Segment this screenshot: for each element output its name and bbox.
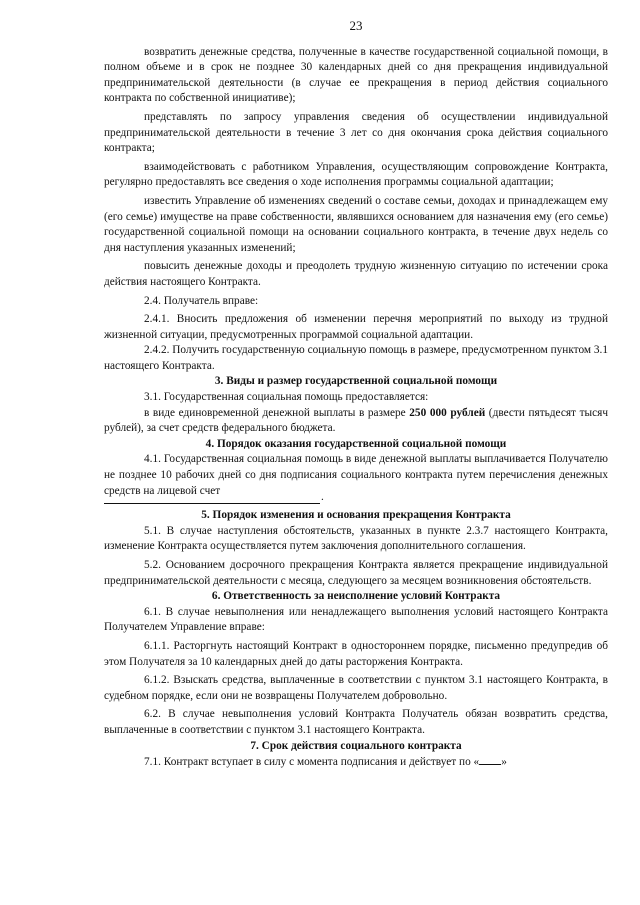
section-heading-6: 6. Ответственность за неисполнение условий Контракта — [211, 590, 501, 603]
account-number-blank — [104, 491, 608, 504]
section-heading-5: 5. Порядок изменения и основания прекращения Контракта — [201, 509, 511, 522]
paragraph: известить Управление об изменениях сведений о составе семьи, доходах и принадлежащем ему (его семье) имуществе на праве собственности, являвшихся основанием для назначения ему (его семье) государственной социальной помощи на основании социального контракта, в течение двух недель со дня наступления указанных изменений; — [104, 194, 608, 254]
paragraph — [104, 406, 608, 437]
section-heading-4: 4. Порядок оказания государственной социальной помощи — [205, 437, 507, 450]
paragraph: 2.4.1. Вносить предложения об изменении перечня мероприятий по выходу из трудной жизненной ситуации, предусмотренных программой социальной адаптации. — [104, 313, 608, 341]
paragraph: представлять по запросу управления сведения об осуществлении индивидуальной предпринимательской деятельности в течение 3 лет со дня окончания срока действия социального контракта; — [104, 110, 608, 155]
blank-period: . — [321, 491, 324, 504]
paragraph: 6.1.2. Взыскать средства, выплаченные в соответствии с пунктом 3.1 настоящего Контракта, в судебном порядке, если они не возвращены Получателем добровольно. — [104, 674, 608, 702]
paragraph: 4.1. Государственная социальная помощь в виде денежной выплаты выплачивается Получателю не позднее 10 рабочих дней со дня подписания социального контракта путем перечисления денежных средств на лицевой счет — [104, 453, 608, 497]
section-heading-3: 3. Виды и размер государственной социальной помощи — [214, 375, 498, 388]
payment-amount: 250 000 рублей — [409, 406, 486, 419]
paragraph: 6.1. В случае невыполнения или ненадлежащего выполнения условий настоящего Контракта Получателем Управление вправе: — [104, 605, 608, 634]
paragraph: 5.1. В случае наступления обстоятельств, указанных в пункте 2.3.7 настоящего Контракта, изменение Контракта осуществляется путем заключения дополнительного соглашения. — [104, 524, 608, 553]
paragraph: взаимодействовать с работником Управления, осуществляющим сопровождение Контракта, регулярно предоставлять все сведения о ходе исполнения программы социальной адаптации; — [104, 160, 608, 189]
section-heading-7: 7. Срок действия социального контракта — [250, 739, 462, 752]
paragraph: 6.1.1. Расторгнуть настоящий Контракт в одностороннем порядке, письменно предупредив об этом Получателя за 10 календарных дней до даты расторжения Контракта. — [104, 639, 608, 668]
paragraph — [104, 754, 608, 771]
paragraph: 6.2. В случае невыполнения условий Контракта Получатель обязан возвратить средства, выплаченные в соответствии с пунктом 3.1 настоящего Контракта. — [104, 708, 608, 736]
paragraph: повысить денежные доходы и преодолеть трудную жизненную ситуацию по истечении срока действия настоящего Контракта. — [104, 260, 608, 288]
date-blank — [479, 754, 501, 765]
paragraph: возвратить денежные средства, полученные в качестве государственной социальной помощи, в полном объеме и в срок не позднее 30 календарных дней со дня прекращения индивидуальной предпринимательской деятельности (в случае ее прекращения в период действия социального контракта по собственной инициативе); — [104, 45, 608, 105]
paragraph-text: в виде единовременной денежной выплаты в размере — [144, 406, 410, 419]
paragraph-text: » — [501, 756, 507, 769]
paragraph: 2.4. Получатель вправе: — [144, 294, 259, 307]
paragraph-text: 7.1. Контракт вступает в силу с момента подписания и действует по « — [144, 756, 480, 769]
paragraph: 2.4.2. Получить государственную социальную помощь в размере, предусмотренном пунктом 3.1 настоящего Контракта. — [104, 344, 608, 372]
paragraph-text: (двести пятьдесят тысяч рублей), за счет средств федерального бюджета. — [104, 406, 609, 435]
page-number: 23 — [349, 18, 363, 33]
paragraph: 3.1. Государственная социальная помощь предоставляется: — [144, 391, 429, 404]
blank-underline — [104, 499, 320, 504]
paragraph: 5.2. Основанием досрочного прекращения Контракта является прекращение индивидуальной предпринимательской деятельности с месяца, следующего за месяцем возникновения обстоятельств. — [104, 559, 608, 587]
